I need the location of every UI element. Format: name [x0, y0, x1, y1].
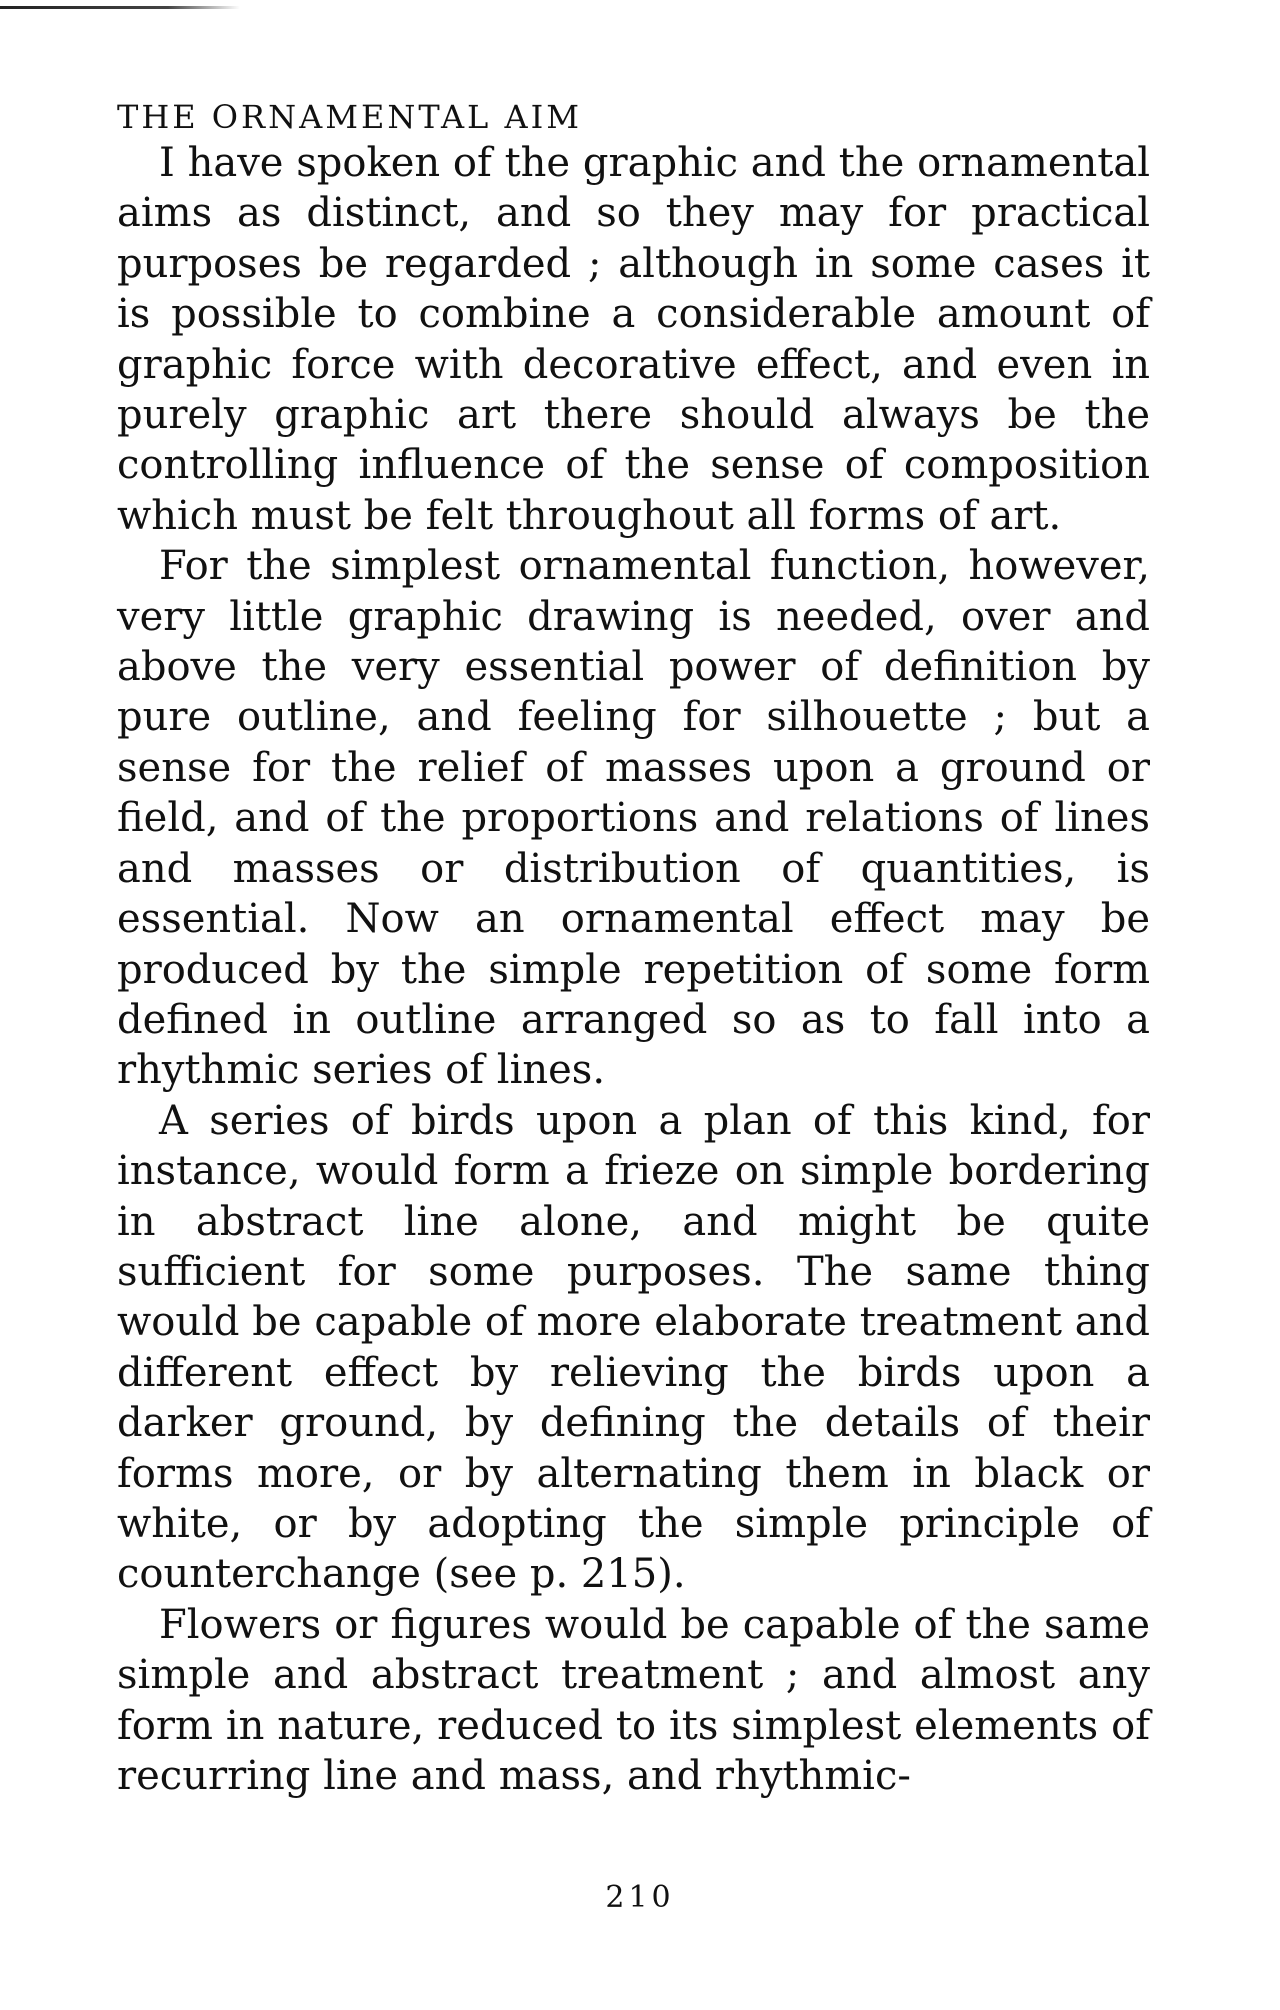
book-page	[117, 96, 1150, 1801]
paragraph: For the simplest ornamental function, however, very little graphic drawing is needed, over and above the very essential power of definition by pure outline, and feeling for silhouette ; but a sense for the relief of masses upon a ground or field, and of the proportions and relations of lines and masses or distribution of quantities, is essential. Now an ornamental effect may be produced by the simple repetition of some form defined in outline arranged so as to fall into a rhythmic series of lines.	[117, 543, 1150, 1094]
top-rule	[0, 6, 240, 9]
page-number: 210	[605, 1880, 675, 1915]
paragraph: I have spoken of the graphic and the ornamental aims as distinct, and so they may for practical purposes be regarded ; although in some cases it is possible to combine a considerable amount of graphic force with decorative effect, and even in purely graphic art there should always be the controlling influence of the sense of composition which must be felt throughout all forms of art.	[117, 140, 1150, 539]
paragraph: Flowers or figures would be capable of the same simple and abstract treatment ; and almost any form in nature, reduced to its simplest elements of recurring line and mass, and rhythmic-	[117, 1601, 1150, 1799]
paragraph: A series of birds upon a plan of this kind, for instance, would form a frieze on simple bordering in abstract line alone, and might be quite sufficient for some purposes. The same thing would be capable of more elaborate treatment and different effect by relieving the birds upon a darker ground, by defining the details of their forms more, or by alternating them in black or white, or by adopting the simple principle of counterchange (see p. 215).	[117, 1097, 1150, 1598]
running-head: THE ORNAMENTAL AIM	[117, 98, 582, 136]
